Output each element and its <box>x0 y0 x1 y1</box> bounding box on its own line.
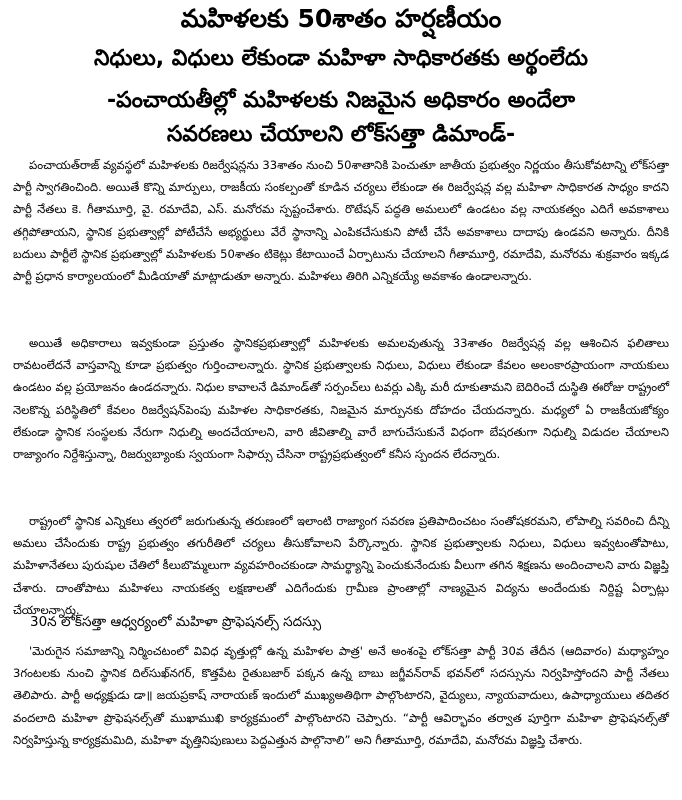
article-paragraph-4: 'మెరుగైన సమాజాన్ని నిర్మించటంలో వివిధ వృత్తుల్లో ఉన్న మహిళల పాత్ర' అనే అంశంపై లోక్‌సత్తా పార్టీ 30వ తేదీన (ఆదివారం) మధ్యాహ్నం 3గంటలకు నుంచి స్థానిక దిల్‌సుఖ్‌నగర్, కొత్తపేట రైతుబజార్ పక్కన ఉన్న బాబు జగ్జీవన్‌రావ్ భవన్‌లో సదస్సును నిర్వహిస్తోందని పార్టీ నేతలు తెలిపారు. పార్టీ అధ్యక్షుడు డా॥ జయప్రకాష్ నారాయణ్ ఇందులో ముఖ్యఅతిథిగా పాల్గొంటారని, వైద్యులు, న్యాయవాదులు, ఉపాధ్యాయులు తదితర వందలాది మహిళా ప్రొఫెషనల్స్‌తో ముఖాముఖి కార్యక్రమంలో పాల్గొంటారని చెప్పారు. “పార్టీ ఆవిర్భావం తర్వాత పూర్తిగా మహిళా ప్రొఫెషనల్స్‌తో నిర్వహిస్తున్న కార్యక్రమమిది, మహిళా వృత్తినిపుణులు పెద్దఎత్తున పాల్గొనాలి” అని గీతామూర్తి, రమాదేవి, మనోరమ విజ్ఞప్తి చేశారు. <box>13 644 669 747</box>
article-paragraph-3: రాష్ట్రంలో స్థానిక ఎన్నికలు త్వరలో జరుగుతున్న తరుణంలో ఇలాంటి రాజ్యాంగ సవరణ ప్రతిపాదించటం సంతోషకరమని, లోపాల్ని సవరించి దీన్ని అమలు చేసేందుకు రాష్ట్ర ప్రభుత్వం తగురీతిలో చర్యలు తీసుకోవాలని పేర్కొన్నారు. స్థానిక ప్రభుత్వాలకు నిధులు, విధులు ఇవ్వటంతోపాటు, మహిళానేతలు పురుషుల చేతిలో కీలుబొమ్మలుగా వ్యవహరించకుండా సామర్థ్యాన్ని పెంచుకునేందుకు వీలుగా తగిన శిక్షణను అందించాలని వారు విజ్ఞప్తి చేశారు. దాంతోపాటు మహిళలు నాయకత్వ లక్షణాలతో ఎదిగేందుకు గ్రామీణ ప్రాంతాల్లో నాణ్యమైన విద్యను అందేందుకు నిర్దిష్ట ఏర్పాట్లు చేయాలన్నారు. <box>13 514 669 617</box>
article-title: మహిళలకు 50శాతం హర్షణీయం <box>180 4 502 33</box>
section-heading-text: 30న లోక్‌సత్తా ఆధ్వర్యంలో మహిళా ప్రొఫెషనల్స్ సదస్సు <box>30 614 322 630</box>
article-subtitle-line-3: సవరణలు చేయాలని లోక్‌సత్తా డిమాండ్- <box>166 122 516 147</box>
article-paragraph-2: అయితే అధికారాలు ఇవ్వకుండా ప్రస్తుతం స్థానికప్రభుత్వాల్లో మహిళలకు అమలవుతున్న 33శాతం రిజర్వేషన్ల వల్ల ఆశించిన ఫలితాలు రావటంలేదనే వాస్తవాన్ని కూడా ప్రభుత్వం గుర్తించాలన్నారు. స్థానిక ప్రభుత్వాలకు నిధులు, విధులు లేకుండా కేవలం అలంకారప్రాయంగా నాయకులు ఉండటం వల్ల ప్రయోజనం ఉండదన్నారు. నిధుల కావాలనే డిమాండ్‌తో సర్పంచ్‌లు టవర్లు ఎక్కి మరీ దూకుతామని బెదిరించే దుస్థితి ఈరోజు రాష్ట్రంలో నెలకొన్న పరిస్థితిలో కేవలం రిజర్వేషన్‌పెంపు మహిళల సాధికారతకు, నిజమైన మార్పునకు దోహదం చేయదన్నారు. మధ్యలో ఏ రాజకీయజోక్యం లేకుండా స్థానిక సంస్థలకు నేరుగా నిధుల్ని అందచేయాలని, వారి జీవితాల్ని వారే బాగుచేసుకునే విధంగా బేషరతుగా నిధుల్ని విడుదల చేయాలని రాజ్యాంగం నిర్దేశిస్తున్నా, రిజర్వుబ్యాంకు స్వయంగా సిఫార్సు చేసినా రాష్ట్రప్రభుత్వంలో కనీస స్పందన లేదన్నారు. <box>13 336 669 462</box>
article-subtitle-line-2: -పంచాయతీల్లో మహిళలకు నిజమైన అధికారం అందేలా <box>106 88 576 113</box>
article-paragraph-1: పంచాయత్‌రాజ్ వ్యవస్థలో మహిళలకు రిజర్వేషన్లను 33శాతం నుంచి 50శాతానికి పెంచుతూ జాతీయ ప్రభుత్వం నిర్ణయం తీసుకోవటాన్ని లోక్‌సత్తా పార్టీ స్వాగతించింది. అయితే కొన్ని మార్పులు, రాజకీయ సంకల్పంతో కూడిన చర్యలు లేకుండా ఈ రిజర్వేషన్ల వల్ల మహిళా సాధికారత సాధ్యం కాదని పార్టీ నేతలు కె. గీతామూర్తి, వై. రమాదేవి, ఎస్. మనోరమ స్పష్టంచేశారు. రొటేషన్ పద్ధతి అమలులో ఉండటం వల్ల నాయకత్వం ఎదిగే అవకాశాలు తగ్గిపోతాయని, స్థానిక ప్రభుత్వాల్లో పోటీచేసే అభ్యర్థులు వేరే స్థానాన్ని ఎంపికచేసుకుని పోటీ చేసే అవకాశాలు దాదాపు ఉండవని అన్నారు. దీనికి బదులు పార్టీలే స్థానిక ప్రభుత్వాల్లో మహిళలకు 50శాతం టికెట్లు కేటాయించే ఏర్పాటును చేయాలని గీతామూర్తి, రమాదేవి, మనోరమ శుక్రవారం ఇక్కడ పార్టీ ప్రధాన కార్యాలయంలో మీడియాతో మాట్లాడుతూ అన్నారు. మహిళలు తిరిగి ఎన్నికయ్యే అవకాశం ఉండాలన్నారు. <box>13 158 669 284</box>
article-subtitle-line-1: నిధులు, విధులు లేకుండా మహిళా సాధికారతకు అర్థంలేదు <box>93 46 589 71</box>
section-heading <box>30 614 321 630</box>
